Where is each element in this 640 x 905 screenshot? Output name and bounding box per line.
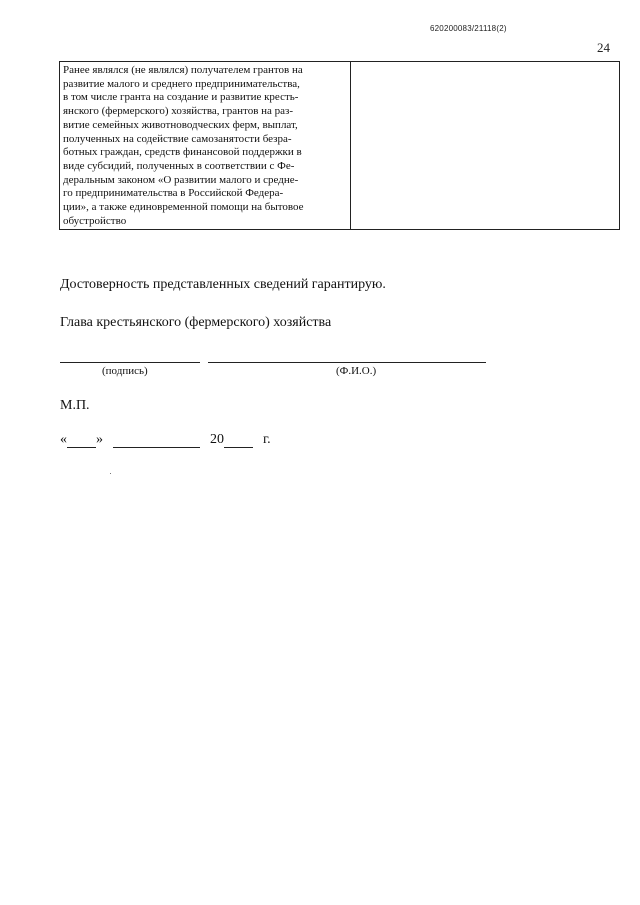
head-title: Глава крестьянского (фермерского) хозяйства	[60, 315, 332, 330]
question-line: ции», а также единовременной помощи на бытовое	[63, 201, 304, 214]
question-line: го предпринимательства в Российской Федера-	[63, 187, 284, 200]
question-line: витие семейных животноводческих ферм, выплат,	[63, 118, 298, 131]
table-row	[60, 62, 620, 230]
document-id: 620200083/21118(2)	[430, 24, 507, 33]
page-number: 24	[597, 40, 610, 55]
full-name-caption: (Ф.И.О.)	[336, 365, 377, 377]
guarantee-statement: Достоверность представленных сведений гарантирую.	[60, 277, 386, 292]
question-line: полученных на содействие самозанятости безра-	[63, 132, 292, 145]
question-line: развитие малого и среднего предпринимательства,	[63, 77, 300, 90]
year-blank[interactable]	[224, 433, 253, 448]
stamp-place-label: М.П.	[60, 398, 90, 413]
question-line: в том числе гранта на создание и развитие кресть-	[63, 91, 299, 104]
answer-cell[interactable]	[350, 62, 619, 230]
date-close-quote: »	[96, 432, 103, 447]
day-blank[interactable]	[67, 433, 96, 448]
info-table	[59, 61, 620, 230]
signature-line[interactable]	[60, 362, 200, 363]
question-line: обустройство	[63, 214, 127, 227]
question-line: виде субсидий, полученных в соответствии с Фе-	[63, 159, 295, 172]
question-line: деральным законом «О развитии малого и средне-	[63, 173, 299, 186]
scan-speck	[110, 473, 111, 474]
full-name-line[interactable]	[208, 362, 486, 363]
question-line: ботных граждан, средств финансовой поддержки в	[63, 146, 302, 159]
question-line: янского (фермерского) хозяйства, грантов на раз-	[63, 105, 294, 118]
question-line: Ранее являлся (не являлся) получателем грантов на	[63, 64, 303, 76]
date-open-quote: «	[60, 432, 67, 447]
signature-caption: (подпись)	[102, 365, 148, 377]
month-blank[interactable]	[113, 433, 200, 448]
question-cell	[60, 62, 351, 230]
year-prefix: 20	[210, 432, 224, 447]
date-row	[60, 432, 271, 448]
year-suffix: г.	[263, 432, 271, 447]
